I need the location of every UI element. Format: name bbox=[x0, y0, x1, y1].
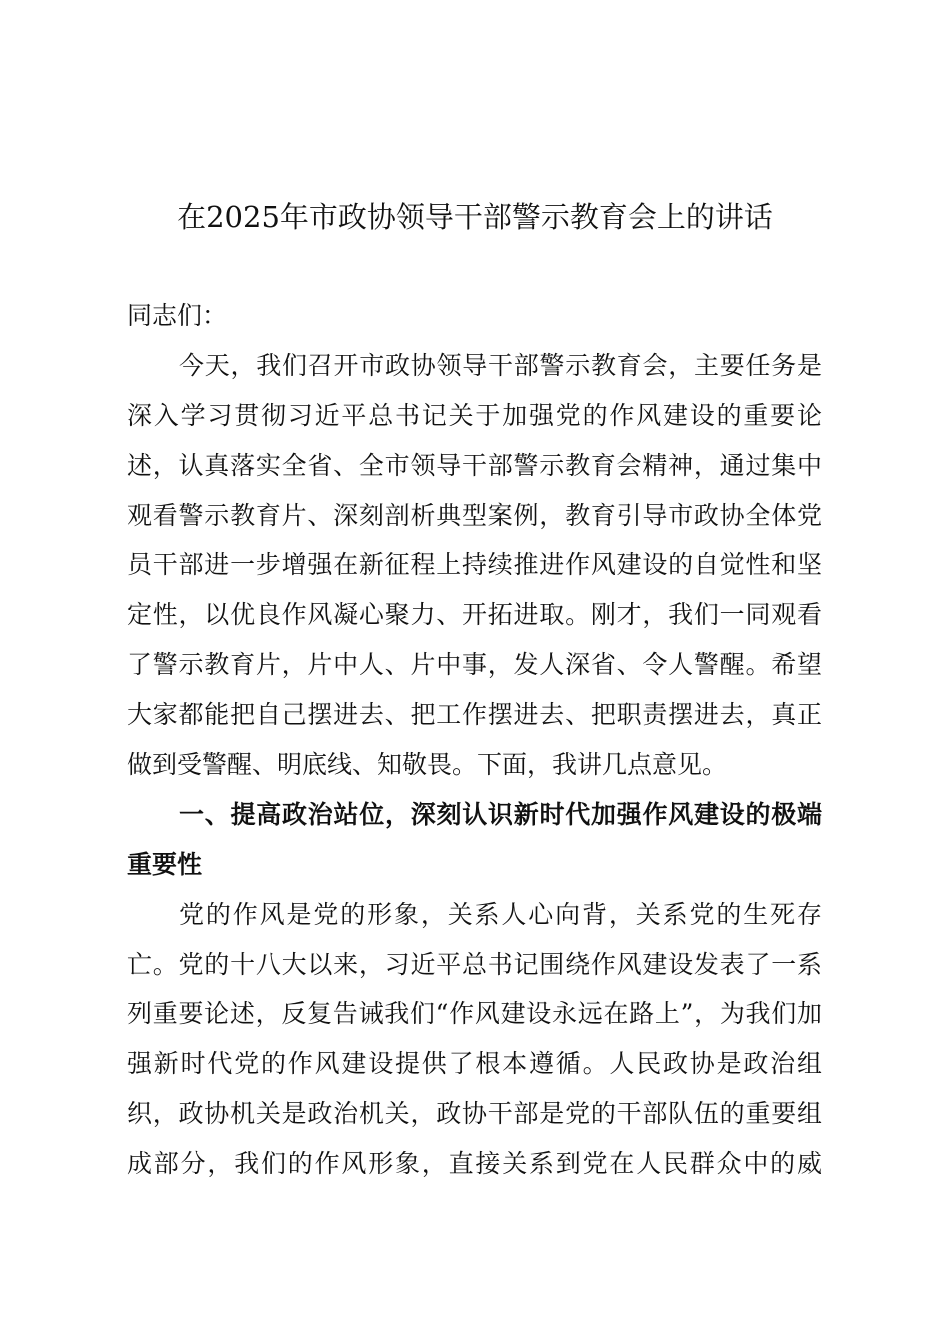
text-line: 大家都能把自己摆进去、把工作摆进去、把职责摆进去，真正 bbox=[127, 700, 822, 730]
text-line: 深入学习贯彻习近平总书记关于加强党的作风建设的重要论 bbox=[127, 400, 822, 430]
text-line: 同志们： bbox=[127, 301, 228, 330]
text-line: 今天，我们召开市政协领导干部警示教育会，主要任务是 bbox=[179, 350, 822, 380]
text-line: 定性，以优良作风凝心聚力、开拓进取。刚才，我们一同观看 bbox=[127, 600, 822, 630]
text-line: 织，政协机关是政治机关，政协干部是党的干部队伍的重要组 bbox=[127, 1099, 822, 1129]
text-line: 亡。党的十八大以来，习近平总书记围绕作风建设发表了一系 bbox=[127, 949, 822, 979]
document-body bbox=[127, 291, 822, 1189]
text-line: 观看警示教育片、深刻剖析典型案例，教育引导市政协全体党 bbox=[127, 500, 822, 530]
text-line: 述，认真落实全省、全市领导干部警示教育会精神，通过集中 bbox=[127, 450, 822, 480]
section-heading-line: 重要性 bbox=[127, 849, 203, 879]
text-line: 了警示教育片，片中人、片中事，发人深省、令人警醒。希望 bbox=[127, 650, 822, 680]
section-heading-line: 一、提高政治站位，深刻认识新时代加强作风建设的极端 bbox=[179, 799, 822, 829]
document-title: 在2025年市政协领导干部警示教育会上的讲话 bbox=[177, 200, 773, 234]
text-line: 强新时代党的作风建设提供了根本遵循。人民政协是政治组 bbox=[127, 1049, 822, 1079]
text-line: 列重要论述，反复告诫我们“作风建设永远在路上”，为我们加 bbox=[127, 999, 822, 1029]
text-line: 员干部进一步增强在新征程上持续推进作风建设的自觉性和坚 bbox=[127, 550, 822, 580]
text-line: 做到受警醒、明底线、知敬畏。下面，我讲几点意见。 bbox=[127, 750, 728, 780]
text-line: 党的作风是党的形象，关系人心向背，关系党的生死存 bbox=[179, 899, 822, 929]
text-line: 成部分，我们的作风形象，直接关系到党在人民群众中的威 bbox=[127, 1149, 822, 1179]
